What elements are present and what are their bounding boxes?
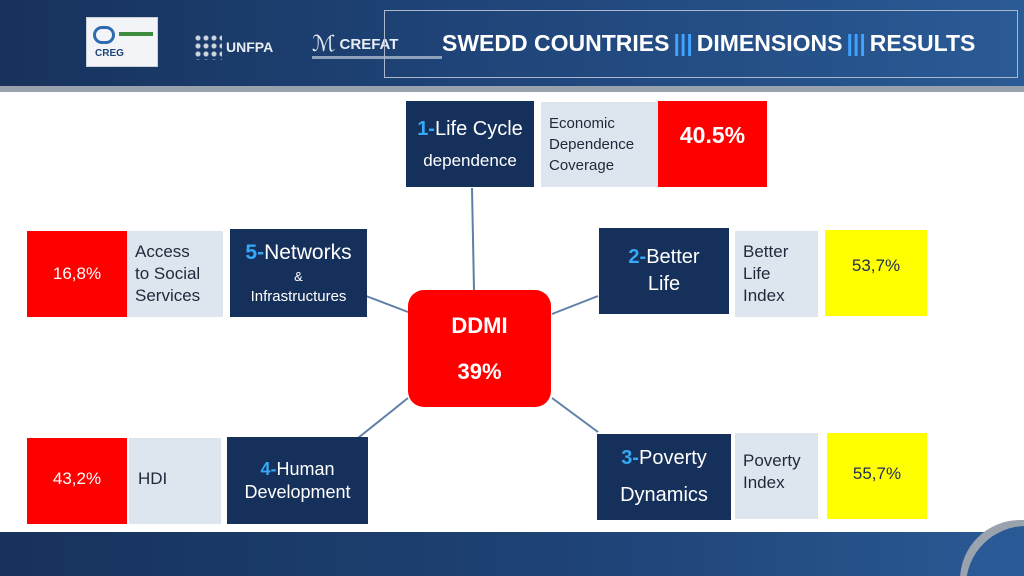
unfpa-logo-text: UNFPA <box>226 39 274 55</box>
dimension-2-value <box>825 230 927 316</box>
indicator-4-line1: HDI <box>138 469 168 488</box>
value-5-text: 16,8% <box>52 264 102 283</box>
dimension-2-indicator <box>735 231 818 317</box>
title-separator: ||| <box>673 30 693 56</box>
connector-4 <box>358 398 408 438</box>
dimension-2-title-line1: Better <box>646 246 700 268</box>
connector-2 <box>552 296 598 314</box>
value-1-text: 40.5% <box>679 121 746 148</box>
indicator-1-line2: Dependence <box>549 136 635 153</box>
dimension-3-title <box>621 447 707 470</box>
dimension-4-title <box>260 459 334 480</box>
title-separator: ||| <box>846 30 866 56</box>
indicator-2-line2: Life <box>743 264 771 283</box>
dimension-3-title-line2: Dynamics <box>620 484 708 506</box>
dimension-3-title-line1: Poverty <box>638 447 707 469</box>
dimension-3-box <box>597 434 731 520</box>
crefat-logo-text: CREFAT <box>339 35 399 53</box>
dimension-3-number: 3- <box>621 447 639 469</box>
indicator-1-line1: Economic <box>549 115 615 132</box>
indicator-3-line1: Poverty <box>743 451 801 470</box>
dimension-2-box <box>599 228 729 314</box>
dimension-5-number: 5- <box>245 241 265 264</box>
dimension-5-title-line1: Networks <box>264 241 352 264</box>
dimension-3-value <box>827 433 927 519</box>
dimension-4-value <box>27 438 127 524</box>
connector-1 <box>472 188 474 290</box>
dimension-5-ampersand: & <box>294 269 303 284</box>
dimension-4-title-line2: Development <box>244 481 351 502</box>
dimension-1-title-line2: dependence <box>423 150 517 170</box>
dimension-5-title <box>245 241 351 265</box>
dimension-4-number: 4- <box>260 458 277 479</box>
dimension-1-title <box>417 118 523 141</box>
title-part-countries: SWEDD COUNTRIES <box>442 30 670 56</box>
indicator-1-line3: Coverage <box>549 157 615 174</box>
connector-5 <box>366 296 408 312</box>
value-3-text: 55,7% <box>852 464 902 483</box>
dimension-5-value <box>27 231 127 317</box>
indicator-5-line3: Services <box>135 286 201 305</box>
dimension-4-indicator <box>129 438 221 524</box>
dimension-1-value <box>658 101 767 187</box>
indicator-5-line1: Access <box>135 242 190 261</box>
dimension-1-title-line1: Life Cycle <box>434 117 523 140</box>
dimension-1-number: 1- <box>417 117 435 140</box>
indicator-2-line1: Better <box>743 242 789 261</box>
value-2-text: 53,7% <box>851 256 901 275</box>
ddmi-value: 39% <box>457 358 502 384</box>
dimension-1-indicator <box>541 102 658 187</box>
footer-bar <box>0 532 1024 576</box>
indicator-2-line3: Index <box>743 286 785 305</box>
dimension-2-number: 2- <box>628 246 647 268</box>
title-part-dimensions: DIMENSIONS <box>696 30 843 56</box>
dimension-3-indicator <box>735 433 818 519</box>
crefat-mark-icon: ℳ <box>312 31 336 56</box>
indicator-3-line2: Index <box>743 473 785 492</box>
dimension-4-box <box>227 437 368 524</box>
dimension-4-title-line1: Human <box>276 458 335 479</box>
dimension-5-indicator <box>127 231 223 317</box>
dimension-5-box <box>230 229 367 317</box>
value-4-text: 43,2% <box>52 469 102 488</box>
title-part-results: RESULTS <box>869 30 976 56</box>
ddmi-label: DDMI <box>451 312 508 338</box>
dimension-1-box <box>406 101 534 187</box>
connector-3 <box>552 398 598 432</box>
dimension-2-title <box>628 246 699 269</box>
creg-logo-text: CREG <box>95 48 124 59</box>
dimension-2-title-line2: Life <box>647 273 681 295</box>
dimension-5-title-line2: Infrastructures <box>250 288 347 305</box>
ddmi-center-box <box>408 290 551 407</box>
indicator-5-line2: to Social <box>135 264 201 283</box>
